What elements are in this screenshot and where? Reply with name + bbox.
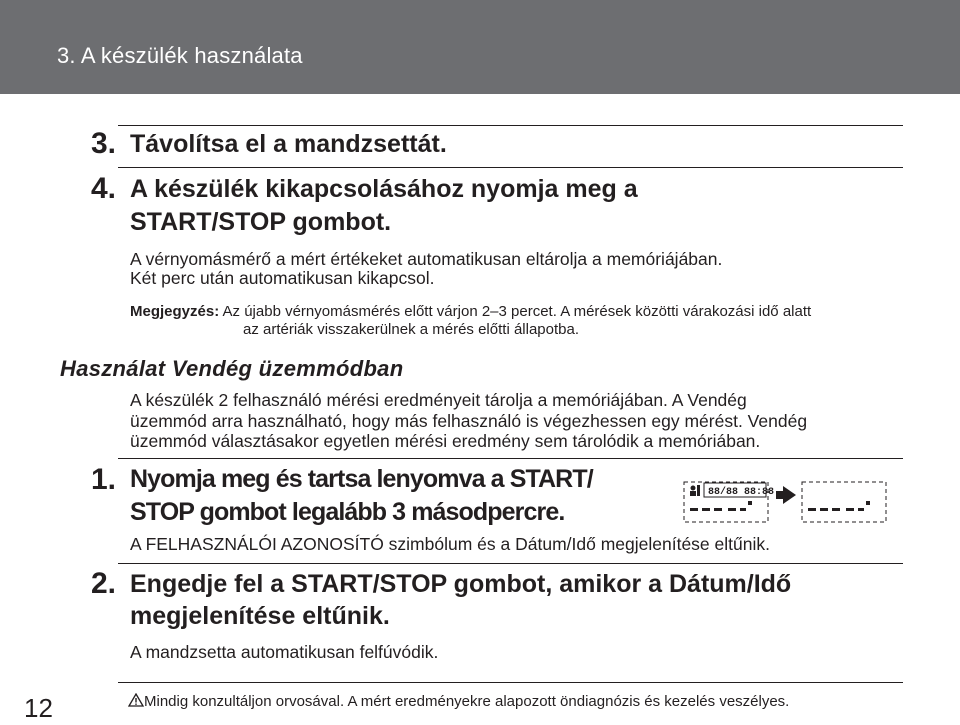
note [130,302,811,322]
step-heading: START/STOP gombot. [130,208,392,236]
section-title: Használat Vendég üzemmódban [60,356,404,381]
step-heading: megjelenítése eltűnik. [130,602,390,630]
step-description: A FELHASZNÁLÓI AZONOSÍTÓ szimbólum és a Dátum/Idő megjelenítése eltűnik. [130,534,770,554]
step-number: 4. [91,172,117,205]
note-text: az artériák visszakerülnek a mérés előtti állapotba. [243,321,579,338]
step-number: 3. [91,127,117,160]
step-number: 2. [91,567,117,600]
step-description: Két perc után automatikusan kikapcsol. [130,268,435,288]
note-label: Megjegyzés: [130,303,220,320]
section-intro: A készülék 2 felhasználó mérési eredményeit tárolja a memóriájában. A Vendég [130,390,747,410]
user-id-icon [690,485,700,496]
step-heading: Távolítsa el a mandzsettát. [130,130,447,158]
lcd-before [684,482,774,522]
divider [118,458,903,459]
header-title: 3. A készülék használata [57,43,303,68]
display-illustration [680,474,890,524]
arrow-right-icon [776,486,796,504]
step-number: 1. [91,463,117,496]
note-text: Az újabb vérnyomásmérés előtt várjon 2–3 percet. A mérések közötti várakozási idő alatt [222,303,812,320]
step-heading: STOP gombot legalább 3 másodpercre. [130,498,565,526]
page-number: 12 [24,693,53,723]
footer-warning [128,692,789,712]
step-heading: A készülék kikapcsolásához nyomja meg a [130,175,638,203]
divider [118,167,903,168]
date-time-segments: 88/88 88:88 [708,487,775,498]
step-heading: Nyomja meg és tartsa lenyomva a START/ [130,465,593,493]
divider [118,125,903,126]
lcd-after [802,482,886,522]
step-heading: Engedje fel a START/STOP gombot, amikor a Dátum/Idő [130,570,792,598]
footer-divider [118,682,903,683]
divider [118,563,903,564]
warning-icon [128,693,144,707]
section-intro: üzemmód választásakor egyetlen mérési eredmény sem tárolódik a memóriában. [130,431,761,451]
warning-text: Mindig konzultáljon orvosával. A mért eredményekre alapozott öndiagnózis és kezelés veszélyes. [144,693,790,710]
step-description: A mandzsetta automatikusan felfúvódik. [130,642,439,662]
section-header [0,0,960,94]
step-description: A vérnyomásmérő a mért értékeket automatikusan eltárolja a memóriájában. [130,249,723,269]
section-intro: üzemmód arra használható, hogy más felhasználó is végezhessen egy mérést. Vendég [130,411,808,431]
